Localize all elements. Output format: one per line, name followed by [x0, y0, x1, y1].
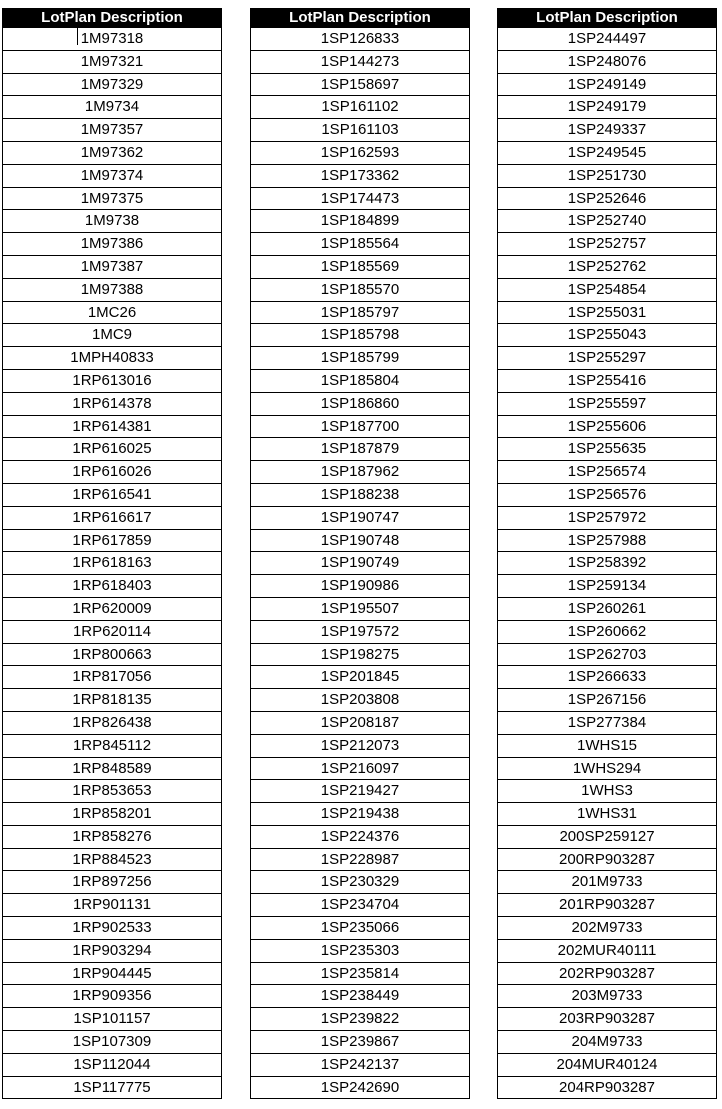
table-cell[interactable]: 1SP107309: [3, 1030, 221, 1053]
table-cell[interactable]: 1SP173362: [251, 164, 469, 187]
table-cell[interactable]: 1M97388: [3, 278, 221, 301]
table-cell[interactable]: 1SP252762: [498, 255, 716, 278]
table-cell[interactable]: 1SP248076: [498, 50, 716, 73]
table-cell[interactable]: 1M97321: [3, 50, 221, 73]
table-cell[interactable]: 1SP252740: [498, 209, 716, 232]
table-cell[interactable]: 1MPH40833: [3, 346, 221, 369]
text-cursor: [77, 28, 78, 45]
table-cell[interactable]: 1SP239822: [251, 1007, 469, 1030]
table-cell[interactable]: 1SP255606: [498, 415, 716, 438]
lotplan-column-2: [250, 8, 470, 1099]
table-cell[interactable]: 1RP620009: [3, 597, 221, 620]
table-cell[interactable]: 1SP230329: [251, 870, 469, 893]
table-cell[interactable]: 1RP845112: [3, 734, 221, 757]
table-cell[interactable]: 1SP187962: [251, 460, 469, 483]
table-cell[interactable]: 1SP260662: [498, 620, 716, 643]
table-cell[interactable]: 1SP203808: [251, 688, 469, 711]
table-cell[interactable]: 1SP249179: [498, 95, 716, 118]
table-cell[interactable]: 202RP903287: [498, 962, 716, 985]
table-cell[interactable]: 1RP901131: [3, 893, 221, 916]
table-cell[interactable]: 1SP249337: [498, 118, 716, 141]
table-cell[interactable]: 203RP903287: [498, 1007, 716, 1030]
table-cell[interactable]: 1SP216097: [251, 757, 469, 780]
table-cell[interactable]: 1SP184899: [251, 209, 469, 232]
table-cell[interactable]: 1RP618403: [3, 574, 221, 597]
table-cell[interactable]: 1RP616541: [3, 483, 221, 506]
table-cell[interactable]: 1SP249149: [498, 73, 716, 96]
table-cell[interactable]: 1M97374: [3, 164, 221, 187]
table-cell[interactable]: 1MC26: [3, 301, 221, 324]
table-cell[interactable]: 1SP258392: [498, 551, 716, 574]
table-cell[interactable]: 1SP190747: [251, 506, 469, 529]
table-cell[interactable]: 1SP190986: [251, 574, 469, 597]
table-cell[interactable]: 1SP161102: [251, 95, 469, 118]
table-cell[interactable]: 1M97387: [3, 255, 221, 278]
table-cell[interactable]: 1SP239867: [251, 1030, 469, 1053]
table-cell[interactable]: 1SP158697: [251, 73, 469, 96]
table-cell[interactable]: 1SP228987: [251, 848, 469, 871]
table-cell[interactable]: 1RP909356: [3, 984, 221, 1007]
table-cell[interactable]: 1SP195507: [251, 597, 469, 620]
table-cell[interactable]: 1SP244497: [498, 27, 716, 50]
table-cell[interactable]: 200SP259127: [498, 825, 716, 848]
table-cell[interactable]: 1SP235303: [251, 939, 469, 962]
table-cell[interactable]: 1SP187879: [251, 437, 469, 460]
table-cell[interactable]: 1SP174473: [251, 187, 469, 210]
table-cell[interactable]: 1RP858201: [3, 802, 221, 825]
table-cell[interactable]: 1SP144273: [251, 50, 469, 73]
table-cell[interactable]: 1SP255597: [498, 392, 716, 415]
table-cell[interactable]: 203M9733: [498, 984, 716, 1007]
table-cell[interactable]: 1RP616617: [3, 506, 221, 529]
table-cell[interactable]: 1SP259134: [498, 574, 716, 597]
table-cell[interactable]: 1SP267156: [498, 688, 716, 711]
table-cell[interactable]: 1SP251730: [498, 164, 716, 187]
table-cell[interactable]: 1SP235066: [251, 916, 469, 939]
table-cell[interactable]: 1RP800663: [3, 643, 221, 666]
table-cell[interactable]: 1RP618163: [3, 551, 221, 574]
table-cell[interactable]: 1SP256576: [498, 483, 716, 506]
table-cell[interactable]: 1SP255043: [498, 323, 716, 346]
table-cell[interactable]: 202MUR40111: [498, 939, 716, 962]
table-cell[interactable]: 1RP616025: [3, 437, 221, 460]
table-cell[interactable]: 1RP903294: [3, 939, 221, 962]
table-cell[interactable]: 201M9733: [498, 870, 716, 893]
table-cell[interactable]: 1M97362: [3, 141, 221, 164]
table-cell[interactable]: 1SP185570: [251, 278, 469, 301]
table-cell[interactable]: 1SP252646: [498, 187, 716, 210]
table-cell[interactable]: 1WHS294: [498, 757, 716, 780]
table-cell[interactable]: 1RP620114: [3, 620, 221, 643]
table-cell[interactable]: 1RP826438: [3, 711, 221, 734]
table-cell[interactable]: 1M97318: [3, 27, 221, 50]
table-cell[interactable]: 1RP614381: [3, 415, 221, 438]
table-cell[interactable]: 204M9733: [498, 1030, 716, 1053]
table-cell[interactable]: 1SP185799: [251, 346, 469, 369]
table-cell[interactable]: 1SP185798: [251, 323, 469, 346]
table-cell[interactable]: 1SP254854: [498, 278, 716, 301]
table-cell[interactable]: 1SP185569: [251, 255, 469, 278]
table-cell[interactable]: 1SP126833: [251, 27, 469, 50]
lotplan-column-1: [2, 8, 222, 1099]
table-cell[interactable]: 1SP117775: [3, 1076, 221, 1099]
column-rows: [3, 27, 221, 1098]
table-cell[interactable]: 1SP112044: [3, 1053, 221, 1076]
table-cell[interactable]: 1SP238449: [251, 984, 469, 1007]
table-cell[interactable]: 1SP186860: [251, 392, 469, 415]
table-cell[interactable]: 1SP277384: [498, 711, 716, 734]
column-header: LotPlan Description: [3, 9, 221, 27]
table-cell[interactable]: 1SP242690: [251, 1076, 469, 1099]
table-cell[interactable]: 1SP188238: [251, 483, 469, 506]
column-rows: [251, 27, 469, 1098]
table-cell[interactable]: 1SP161103: [251, 118, 469, 141]
table-cell[interactable]: 1M97386: [3, 232, 221, 255]
table-cell[interactable]: 1SP257972: [498, 506, 716, 529]
table-cell[interactable]: 1WHS31: [498, 802, 716, 825]
table-cell[interactable]: 201RP903287: [498, 893, 716, 916]
table-cell[interactable]: 1SP201845: [251, 665, 469, 688]
table-cell[interactable]: 1SP257988: [498, 529, 716, 552]
table-cell[interactable]: 1RP884523: [3, 848, 221, 871]
table-cell[interactable]: 1RP614378: [3, 392, 221, 415]
table-cell[interactable]: 1RP817056: [3, 665, 221, 688]
table-cell[interactable]: 1SP198275: [251, 643, 469, 666]
column-header: LotPlan Description: [251, 9, 469, 27]
table-cell[interactable]: 1SP252757: [498, 232, 716, 255]
table-cell[interactable]: 1RP613016: [3, 369, 221, 392]
table-cell[interactable]: 1RP853653: [3, 779, 221, 802]
table-cell[interactable]: 1SP266633: [498, 665, 716, 688]
table-cell[interactable]: 1SP256574: [498, 460, 716, 483]
table-cell[interactable]: 1SP197572: [251, 620, 469, 643]
table-cell[interactable]: 1SP190748: [251, 529, 469, 552]
column-header: LotPlan Description: [498, 9, 716, 27]
table-cell[interactable]: 1SP101157: [3, 1007, 221, 1030]
table-cell[interactable]: 1M9734: [3, 95, 221, 118]
table-cell[interactable]: 204MUR40124: [498, 1053, 716, 1076]
table-cell[interactable]: 1SP260261: [498, 597, 716, 620]
table-cell[interactable]: 1SP255031: [498, 301, 716, 324]
table-cell[interactable]: 1RP902533: [3, 916, 221, 939]
table-cell[interactable]: 1SP255635: [498, 437, 716, 460]
table-cell[interactable]: 1WHS15: [498, 734, 716, 757]
table-cell[interactable]: 1SP162593: [251, 141, 469, 164]
table-cell[interactable]: 1RP616026: [3, 460, 221, 483]
table-cell[interactable]: 1M97375: [3, 187, 221, 210]
table-cell[interactable]: 202M9733: [498, 916, 716, 939]
table-cell[interactable]: 1M97357: [3, 118, 221, 141]
table-cell[interactable]: 1M9738: [3, 209, 221, 232]
table-cell[interactable]: 200RP903287: [498, 848, 716, 871]
table-cell[interactable]: 1SP185564: [251, 232, 469, 255]
table-cell[interactable]: 1SP208187: [251, 711, 469, 734]
table-cell[interactable]: 1SP190749: [251, 551, 469, 574]
table-cell[interactable]: 1RP818135: [3, 688, 221, 711]
table-cell[interactable]: 1RP904445: [3, 962, 221, 985]
table-cell[interactable]: 1SP235814: [251, 962, 469, 985]
table-cell[interactable]: 1RP848589: [3, 757, 221, 780]
table-cell[interactable]: 1SP255416: [498, 369, 716, 392]
table-cell[interactable]: 1SP262703: [498, 643, 716, 666]
table-cell[interactable]: 1SP187700: [251, 415, 469, 438]
table-cell[interactable]: 1RP858276: [3, 825, 221, 848]
table-cell[interactable]: 1SP255297: [498, 346, 716, 369]
table-cell[interactable]: 1SP185797: [251, 301, 469, 324]
table-cell[interactable]: 204RP903287: [498, 1076, 716, 1099]
column-rows: [498, 27, 716, 1098]
table-cell[interactable]: 1SP234704: [251, 893, 469, 916]
table-cell[interactable]: 1SP219438: [251, 802, 469, 825]
table-cell[interactable]: 1WHS3: [498, 779, 716, 802]
table-cell[interactable]: 1SP242137: [251, 1053, 469, 1076]
table-cell[interactable]: 1SP185804: [251, 369, 469, 392]
table-cell[interactable]: 1SP224376: [251, 825, 469, 848]
table-cell[interactable]: 1RP617859: [3, 529, 221, 552]
table-cell[interactable]: 1M97329: [3, 73, 221, 96]
table-cell[interactable]: 1SP219427: [251, 779, 469, 802]
table-cell[interactable]: 1SP212073: [251, 734, 469, 757]
table-cell[interactable]: 1RP897256: [3, 870, 221, 893]
lotplan-column-3: [497, 8, 717, 1099]
table-cell[interactable]: 1SP249545: [498, 141, 716, 164]
table-cell[interactable]: 1MC9: [3, 323, 221, 346]
